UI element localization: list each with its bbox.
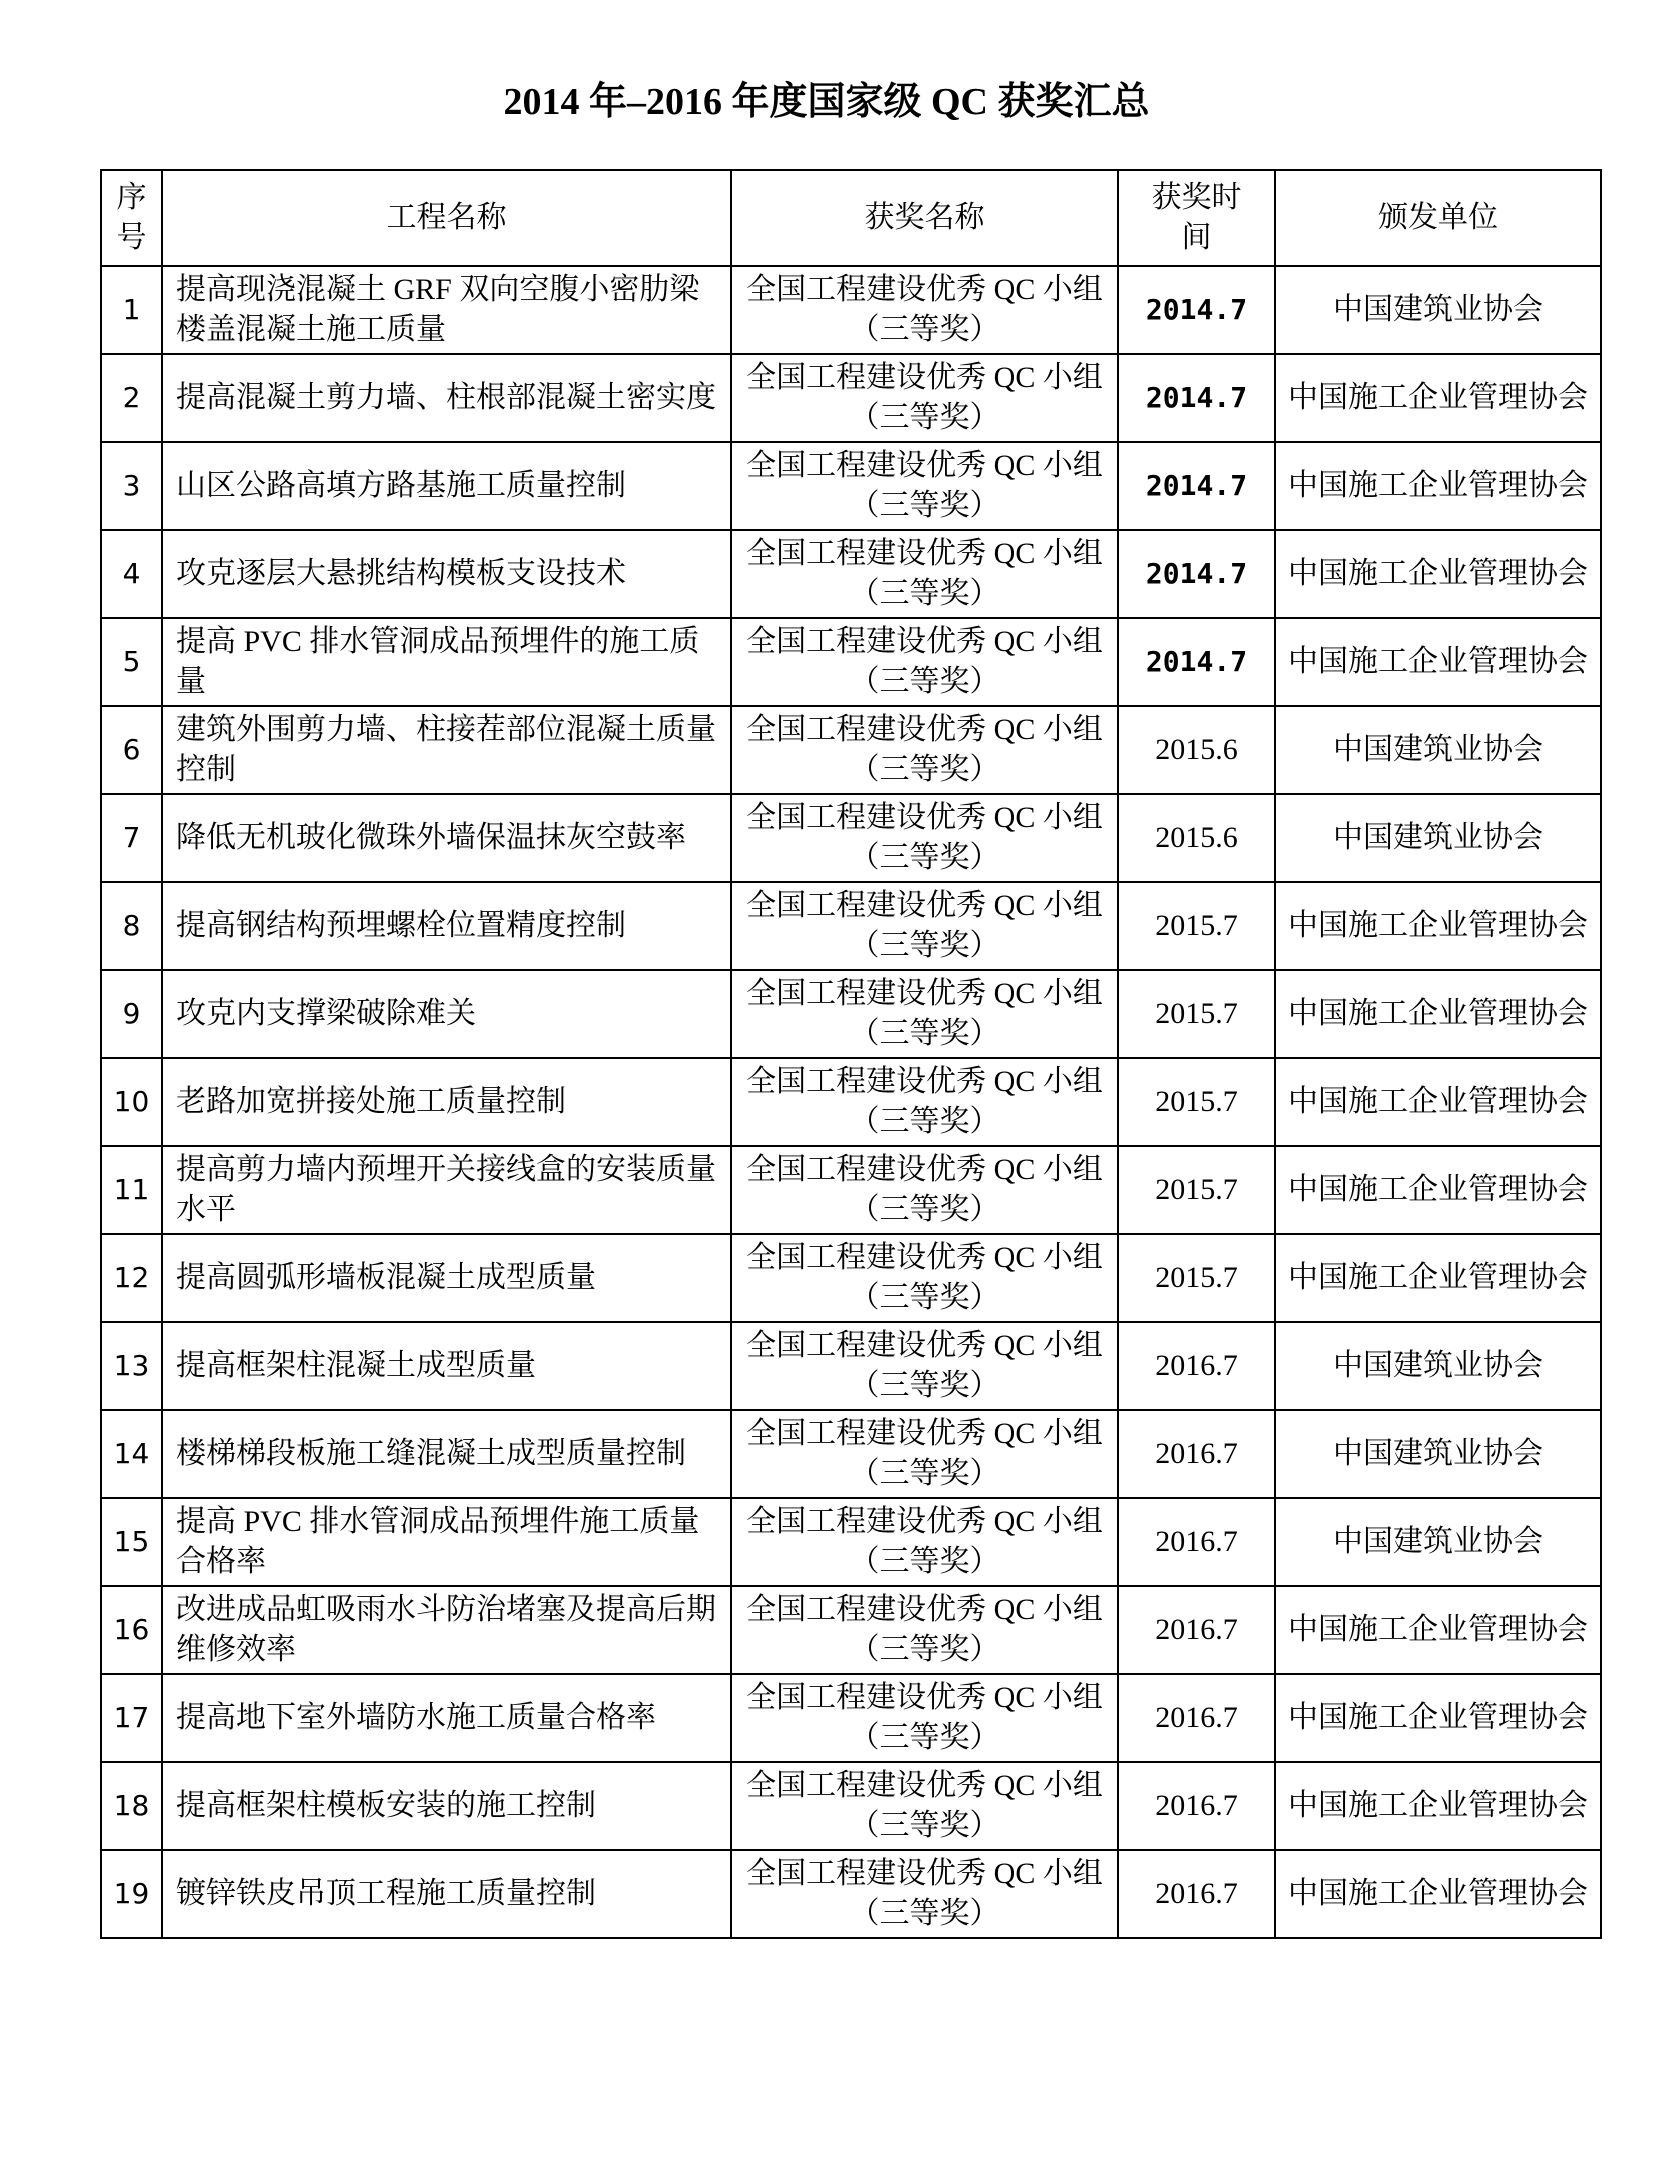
row-index-cell: 14 <box>101 1410 162 1498</box>
project-name-cell: 提高框架柱混凝土成型质量 <box>162 1322 731 1410</box>
award-grade-line: （三等奖） <box>849 1193 1000 1227</box>
project-name-cell: 提高 PVC 排水管洞成品预埋件的施工质量 <box>162 618 731 706</box>
award-title-line: 全国工程建设优秀 QC 小组 <box>746 889 1103 923</box>
award-grade-line: （三等奖） <box>849 1017 1000 1051</box>
project-name-cell: 降低无机玻化微珠外墙保温抹灰空鼓率 <box>162 794 731 882</box>
header-index: 序号 <box>101 170 162 266</box>
project-name-cell: 老路加宽拼接处施工质量控制 <box>162 1058 731 1146</box>
award-grade-line: （三等奖） <box>849 1105 1000 1139</box>
award-title-line: 全国工程建设优秀 QC 小组 <box>746 1769 1103 1803</box>
award-name-cell <box>731 1762 1118 1850</box>
page-title: 2014 年–2016 年度国家级 QC 获奖汇总 <box>503 81 1150 123</box>
project-name-cell: 提高混凝土剪力墙、柱根部混凝土密实度 <box>162 354 731 442</box>
award-name-cell <box>731 1146 1118 1234</box>
award-grade-line: （三等奖） <box>849 1897 1000 1931</box>
table-row <box>101 1146 1601 1234</box>
award-title-line: 全国工程建设优秀 QC 小组 <box>746 537 1103 571</box>
table-row <box>101 794 1601 882</box>
award-title-line: 全国工程建设优秀 QC 小组 <box>746 273 1103 307</box>
project-name-cell: 镀锌铁皮吊顶工程施工质量控制 <box>162 1850 731 1938</box>
table-row <box>101 1586 1601 1674</box>
issuer-cell: 中国施工企业管理协会 <box>1275 1058 1601 1146</box>
header-row <box>101 170 1601 266</box>
award-name-cell <box>731 882 1118 970</box>
project-name-cell: 提高 PVC 排水管洞成品预埋件施工质量合格率 <box>162 1498 731 1586</box>
award-grade-line: （三等奖） <box>849 313 1000 347</box>
award-name-cell <box>731 1586 1118 1674</box>
awards-table <box>100 169 1602 1939</box>
award-name-cell <box>731 794 1118 882</box>
award-time-cell: 2015.7 <box>1118 1146 1275 1234</box>
award-title-line: 全国工程建设优秀 QC 小组 <box>746 801 1103 835</box>
issuer-cell: 中国施工企业管理协会 <box>1275 618 1601 706</box>
award-time-cell: 2014.7 <box>1118 354 1275 442</box>
award-name-cell <box>731 1674 1118 1762</box>
award-grade-line: （三等奖） <box>849 1633 1000 1667</box>
table-row <box>101 1674 1601 1762</box>
row-index-cell: 15 <box>101 1498 162 1586</box>
issuer-cell: 中国施工企业管理协会 <box>1275 530 1601 618</box>
award-title-line: 全国工程建设优秀 QC 小组 <box>746 1857 1103 1891</box>
award-grade-line: （三等奖） <box>849 929 1000 963</box>
header-project-name: 工程名称 <box>162 170 731 266</box>
table-row <box>101 1498 1601 1586</box>
issuer-cell: 中国建筑业协会 <box>1275 794 1601 882</box>
table-row <box>101 1410 1601 1498</box>
project-name-cell: 攻克内支撑梁破除难关 <box>162 970 731 1058</box>
award-grade-line: （三等奖） <box>849 841 1000 875</box>
award-title-line: 全国工程建设优秀 QC 小组 <box>746 361 1103 395</box>
award-grade-line: （三等奖） <box>849 489 1000 523</box>
award-grade-line: （三等奖） <box>849 401 1000 435</box>
row-index-cell: 12 <box>101 1234 162 1322</box>
issuer-cell: 中国施工企业管理协会 <box>1275 1850 1601 1938</box>
award-time-cell: 2014.7 <box>1118 618 1275 706</box>
award-time-cell: 2016.7 <box>1118 1762 1275 1850</box>
award-name-cell <box>731 1058 1118 1146</box>
award-name-cell <box>731 1498 1118 1586</box>
award-title-line: 全国工程建设优秀 QC 小组 <box>746 1681 1103 1715</box>
row-index-cell: 9 <box>101 970 162 1058</box>
project-name-cell: 提高现浇混凝土 GRF 双向空腹小密肋梁楼盖混凝土施工质量 <box>162 266 731 354</box>
table-row <box>101 1322 1601 1410</box>
row-index-cell: 13 <box>101 1322 162 1410</box>
award-name-cell <box>731 354 1118 442</box>
row-index-cell: 4 <box>101 530 162 618</box>
table-row <box>101 1850 1601 1938</box>
award-name-cell <box>731 618 1118 706</box>
award-time-cell: 2014.7 <box>1118 442 1275 530</box>
award-title-line: 全国工程建设优秀 QC 小组 <box>746 977 1103 1011</box>
row-index-cell: 5 <box>101 618 162 706</box>
award-time-cell: 2015.7 <box>1118 1058 1275 1146</box>
row-index-cell: 10 <box>101 1058 162 1146</box>
award-time-cell: 2015.6 <box>1118 794 1275 882</box>
row-index-cell: 8 <box>101 882 162 970</box>
award-grade-line: （三等奖） <box>849 1457 1000 1491</box>
award-time-cell: 2014.7 <box>1118 266 1275 354</box>
project-name-cell: 建筑外围剪力墙、柱接茬部位混凝土质量控制 <box>162 706 731 794</box>
project-name-cell: 楼梯梯段板施工缝混凝土成型质量控制 <box>162 1410 731 1498</box>
award-time-cell: 2016.7 <box>1118 1586 1275 1674</box>
award-grade-line: （三等奖） <box>849 753 1000 787</box>
award-grade-line: （三等奖） <box>849 577 1000 611</box>
issuer-cell: 中国施工企业管理协会 <box>1275 882 1601 970</box>
award-time-cell: 2015.7 <box>1118 970 1275 1058</box>
row-index-cell: 11 <box>101 1146 162 1234</box>
table-row <box>101 1234 1601 1322</box>
award-name-cell <box>731 1322 1118 1410</box>
award-grade-line: （三等奖） <box>849 1545 1000 1579</box>
award-grade-line: （三等奖） <box>849 665 1000 699</box>
project-name-cell: 提高圆弧形墙板混凝土成型质量 <box>162 1234 731 1322</box>
award-grade-line: （三等奖） <box>849 1281 1000 1315</box>
award-name-cell <box>731 530 1118 618</box>
award-name-cell <box>731 1850 1118 1938</box>
issuer-cell: 中国施工企业管理协会 <box>1275 1762 1601 1850</box>
award-time-cell: 2016.7 <box>1118 1322 1275 1410</box>
award-name-cell <box>731 1410 1118 1498</box>
award-title-line: 全国工程建设优秀 QC 小组 <box>746 1065 1103 1099</box>
row-index-cell: 3 <box>101 442 162 530</box>
award-title-line: 全国工程建设优秀 QC 小组 <box>746 625 1103 659</box>
issuer-cell: 中国施工企业管理协会 <box>1275 354 1601 442</box>
issuer-cell: 中国建筑业协会 <box>1275 1410 1601 1498</box>
award-title-line: 全国工程建设优秀 QC 小组 <box>746 1593 1103 1627</box>
award-title-line: 全国工程建设优秀 QC 小组 <box>746 1417 1103 1451</box>
award-time-cell: 2014.7 <box>1118 530 1275 618</box>
award-title-line: 全国工程建设优秀 QC 小组 <box>746 1505 1103 1539</box>
project-name-cell: 提高地下室外墙防水施工质量合格率 <box>162 1674 731 1762</box>
award-time-cell: 2016.7 <box>1118 1850 1275 1938</box>
row-index-cell: 19 <box>101 1850 162 1938</box>
award-time-cell: 2015.7 <box>1118 1234 1275 1322</box>
project-name-cell: 改进成品虹吸雨水斗防治堵塞及提高后期维修效率 <box>162 1586 731 1674</box>
award-name-cell <box>731 970 1118 1058</box>
issuer-cell: 中国建筑业协会 <box>1275 266 1601 354</box>
issuer-cell: 中国施工企业管理协会 <box>1275 1674 1601 1762</box>
issuer-cell: 中国施工企业管理协会 <box>1275 970 1601 1058</box>
row-index-cell: 18 <box>101 1762 162 1850</box>
award-name-cell <box>731 266 1118 354</box>
issuer-cell: 中国建筑业协会 <box>1275 1498 1601 1586</box>
row-index-cell: 2 <box>101 354 162 442</box>
award-time-cell: 2015.7 <box>1118 882 1275 970</box>
award-time-cell: 2015.6 <box>1118 706 1275 794</box>
award-name-cell <box>731 1234 1118 1322</box>
table-row <box>101 1762 1601 1850</box>
header-award-time: 获奖时间 <box>1118 170 1275 266</box>
issuer-cell: 中国施工企业管理协会 <box>1275 1146 1601 1234</box>
table-row <box>101 970 1601 1058</box>
award-title-line: 全国工程建设优秀 QC 小组 <box>746 1241 1103 1275</box>
table-header <box>101 170 1601 266</box>
header-issuer: 颁发单位 <box>1275 170 1601 266</box>
project-name-cell: 山区公路高填方路基施工质量控制 <box>162 442 731 530</box>
project-name-cell: 攻克逐层大悬挑结构模板支设技术 <box>162 530 731 618</box>
award-time-cell: 2016.7 <box>1118 1674 1275 1762</box>
table-row <box>101 618 1601 706</box>
row-index-cell: 16 <box>101 1586 162 1674</box>
row-index-cell: 7 <box>101 794 162 882</box>
table-row <box>101 442 1601 530</box>
row-index-cell: 17 <box>101 1674 162 1762</box>
table-row <box>101 530 1601 618</box>
issuer-cell: 中国建筑业协会 <box>1275 706 1601 794</box>
award-grade-line: （三等奖） <box>849 1369 1000 1403</box>
table-body <box>101 266 1601 1938</box>
award-title-line: 全国工程建设优秀 QC 小组 <box>746 713 1103 747</box>
issuer-cell: 中国施工企业管理协会 <box>1275 1234 1601 1322</box>
issuer-cell: 中国建筑业协会 <box>1275 1322 1601 1410</box>
project-name-cell: 提高钢结构预埋螺栓位置精度控制 <box>162 882 731 970</box>
award-title-line: 全国工程建设优秀 QC 小组 <box>746 449 1103 483</box>
table-row <box>101 882 1601 970</box>
table-row <box>101 354 1601 442</box>
project-name-cell: 提高剪力墙内预埋开关接线盒的安装质量水平 <box>162 1146 731 1234</box>
award-title-line: 全国工程建设优秀 QC 小组 <box>746 1329 1103 1363</box>
table-row <box>101 266 1601 354</box>
award-title-line: 全国工程建设优秀 QC 小组 <box>746 1153 1103 1187</box>
award-name-cell <box>731 442 1118 530</box>
award-time-cell: 2016.7 <box>1118 1498 1275 1586</box>
award-grade-line: （三等奖） <box>849 1721 1000 1755</box>
row-index-cell: 6 <box>101 706 162 794</box>
row-index-cell: 1 <box>101 266 162 354</box>
award-time-cell: 2016.7 <box>1118 1410 1275 1498</box>
award-name-cell <box>731 706 1118 794</box>
issuer-cell: 中国施工企业管理协会 <box>1275 1586 1601 1674</box>
award-grade-line: （三等奖） <box>849 1809 1000 1843</box>
project-name-cell: 提高框架柱模板安装的施工控制 <box>162 1762 731 1850</box>
table-row <box>101 1058 1601 1146</box>
issuer-cell: 中国施工企业管理协会 <box>1275 442 1601 530</box>
table-row <box>101 706 1601 794</box>
header-award-name: 获奖名称 <box>731 170 1118 266</box>
